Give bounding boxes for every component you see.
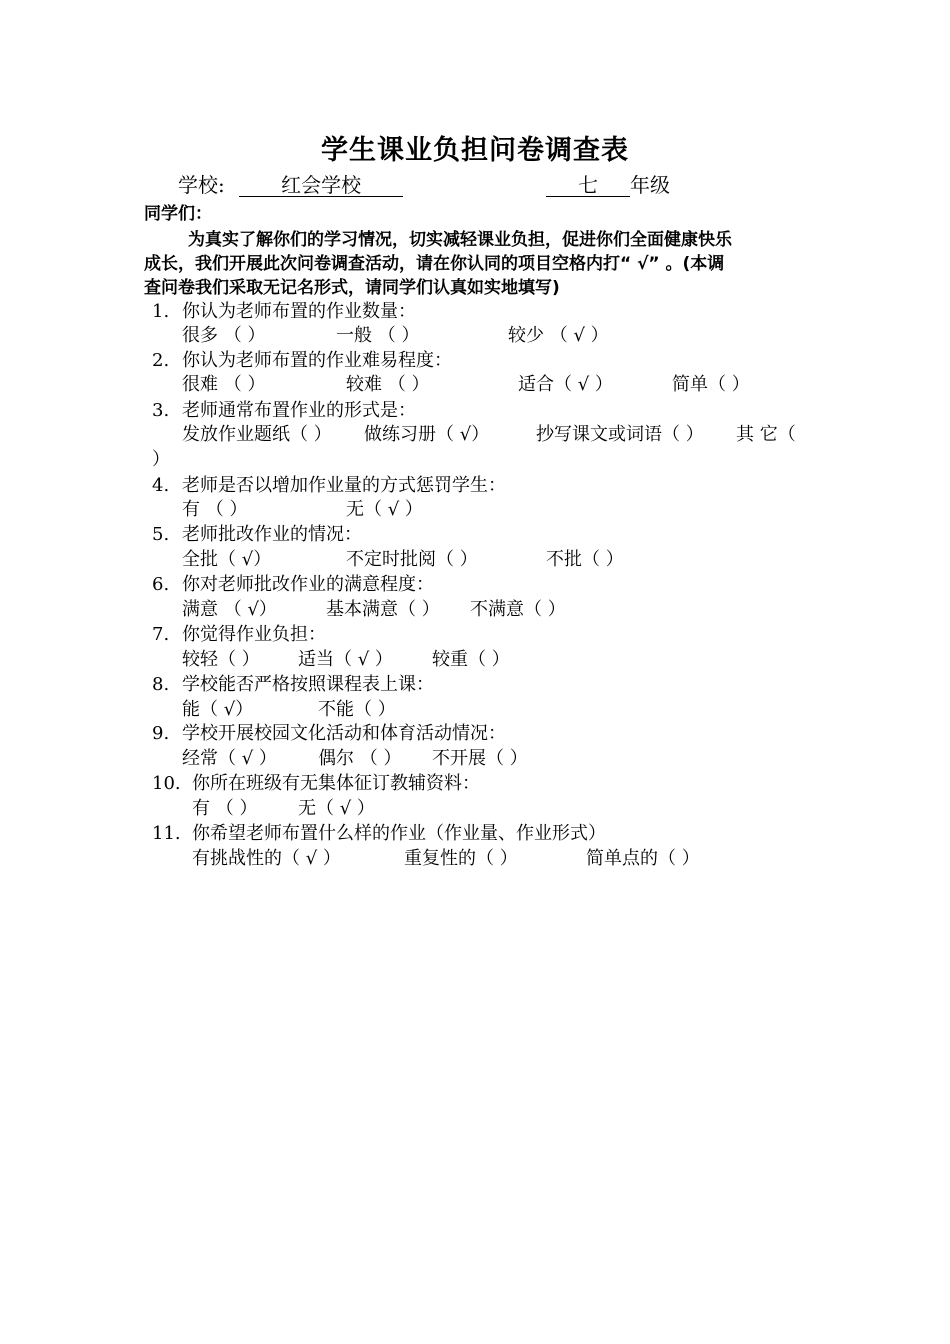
- question-text: 你对老师批改作业的满意程度：: [182, 574, 434, 595]
- question-number: 11.: [152, 823, 181, 844]
- option-mostly-satisfied[interactable]: 基本满意（ ）: [326, 599, 440, 620]
- option-all-graded[interactable]: 全批（ √）: [182, 549, 272, 570]
- school-row: [178, 173, 403, 197]
- option-occasionally[interactable]: 偶尔 （ ）: [318, 748, 402, 769]
- option-repetitive[interactable]: 重复性的（ ）: [404, 848, 518, 869]
- question-number: 7.: [152, 624, 170, 645]
- question-text: 学校开展校园文化活动和体育活动情况：: [182, 723, 506, 744]
- question-text: 学校能否严格按照课程表上课：: [182, 674, 434, 695]
- option-other[interactable]: 其 它（: [736, 424, 796, 445]
- option-worksheet[interactable]: 发放作业题纸（ ）: [182, 424, 332, 445]
- question-text: 你认为老师布置的作业难易程度：: [182, 350, 452, 371]
- question-text: 你所在班级有无集体征订教辅资料：: [192, 773, 480, 794]
- option-cannot[interactable]: 不能（ ）: [318, 699, 396, 720]
- school-label: 学校:: [178, 173, 225, 197]
- option-satisfied[interactable]: 满意 （ √）: [182, 599, 277, 620]
- question-number: 1.: [152, 301, 170, 322]
- question-text: 你觉得作业负担：: [182, 624, 326, 645]
- option-no[interactable]: 无（ √ ）: [346, 499, 423, 520]
- option-irregular[interactable]: 不定时批阅（ ）: [346, 549, 478, 570]
- question-number: 6.: [152, 574, 170, 595]
- option-can[interactable]: 能（ √）: [182, 699, 254, 720]
- option-light[interactable]: 较轻（ ）: [182, 649, 260, 670]
- option-unsatisfied[interactable]: 不满意（ ）: [470, 599, 566, 620]
- option-suitable[interactable]: 适合（ √ ）: [518, 374, 613, 395]
- intro-line-3: 查问卷我们采取无记名形式，请同学们认真如实地填写): [144, 278, 560, 298]
- option-often[interactable]: 经常（ √ ）: [182, 748, 277, 769]
- grade-label: 年级: [630, 173, 670, 197]
- question-number: 2.: [152, 350, 170, 371]
- question-text: 你认为老师布置的作业数量：: [182, 301, 416, 322]
- intro-greeting: 同学们：: [144, 204, 212, 224]
- question-number: 4.: [152, 475, 170, 496]
- question-text: 老师批改作业的情况：: [182, 524, 362, 545]
- option-no[interactable]: 无（ √ ）: [298, 798, 375, 819]
- intro-line-2: 成长，我们开展此次问卷调查活动，请在你认同的项目空格内打“ √” 。(本调: [144, 254, 725, 274]
- option-never[interactable]: 不开展（ ）: [432, 748, 528, 769]
- option-heavy[interactable]: 较重（ ）: [432, 649, 510, 670]
- question-number: 3.: [152, 400, 170, 421]
- grade-row: [546, 173, 670, 197]
- question-text: 老师通常布置作业的形式是：: [182, 400, 416, 421]
- option-yes[interactable]: 有 （ ）: [192, 798, 258, 819]
- option-simpler[interactable]: 简单点的（ ）: [586, 848, 700, 869]
- option-very-hard[interactable]: 很难 （ ）: [182, 374, 266, 395]
- option-copy-text[interactable]: 抄写课文或词语（ ）: [536, 424, 704, 445]
- option-yes[interactable]: 有 （ ）: [182, 499, 248, 520]
- question-text: 你希望老师布置什么样的作业（作业量、作业形式）: [192, 823, 606, 844]
- option-hard[interactable]: 较难 （ ）: [346, 374, 430, 395]
- option-other-wrap: ）: [152, 449, 170, 470]
- option-average[interactable]: 一般 （ ）: [336, 325, 420, 346]
- option-many[interactable]: 很多 （ ）: [182, 325, 266, 346]
- question-number: 5.: [152, 524, 170, 545]
- option-workbook[interactable]: 做练习册（ √）: [364, 424, 490, 445]
- option-not-graded[interactable]: 不批（ ）: [546, 549, 624, 570]
- option-moderate[interactable]: 适当（ √ ）: [298, 649, 393, 670]
- option-challenging[interactable]: 有挑战性的（ √ ）: [192, 848, 341, 869]
- question-number: 9.: [152, 723, 170, 744]
- question-number: 8.: [152, 674, 170, 695]
- option-easy[interactable]: 简单（ ）: [672, 374, 750, 395]
- school-value: 红会学校: [239, 174, 403, 197]
- page-title: 学生课业负担问卷调查表: [321, 135, 629, 166]
- grade-value: 七: [546, 174, 630, 197]
- option-few[interactable]: 较少 （ √ ）: [508, 325, 609, 346]
- intro-line-1: 为真实了解你们的学习情况，切实减轻课业负担，促进你们全面健康快乐: [188, 230, 732, 250]
- question-number: 10.: [152, 773, 181, 794]
- question-text: 老师是否以增加作业量的方式惩罚学生：: [182, 475, 506, 496]
